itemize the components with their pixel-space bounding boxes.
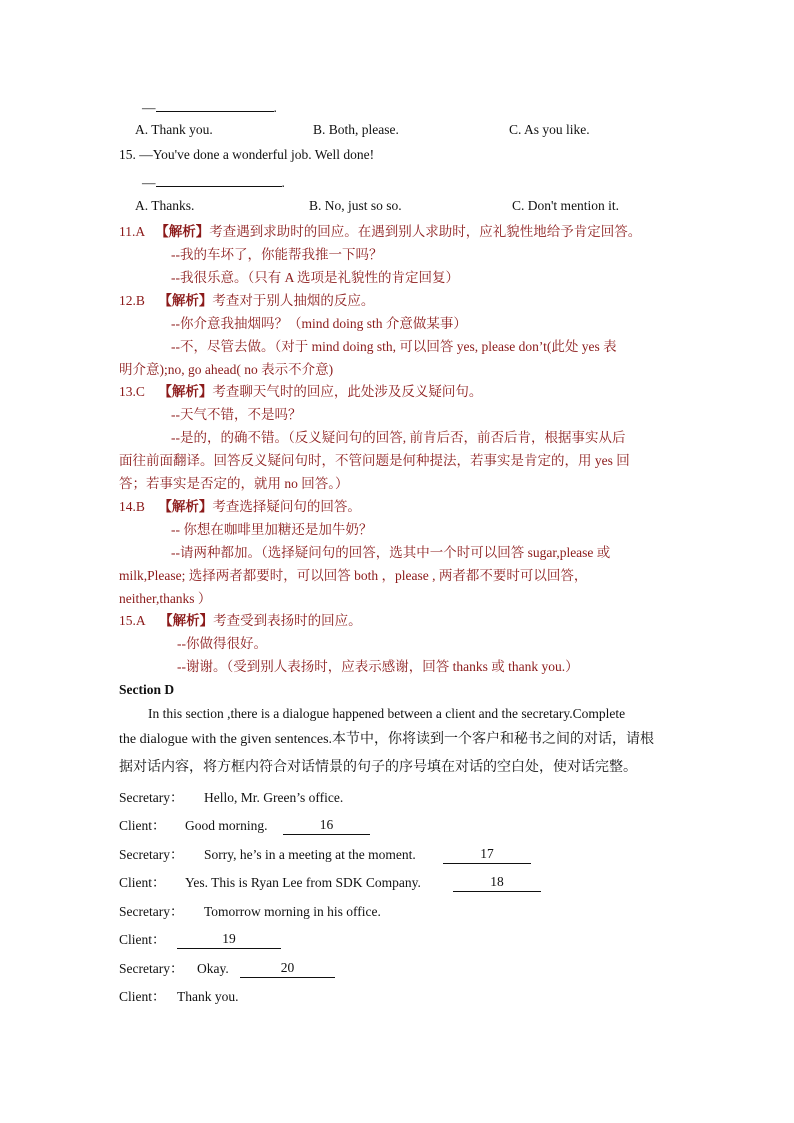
dialogue-line-1 (119, 788, 344, 808)
period: . (281, 175, 285, 190)
analysis-text: 考查聊天气时的回应，此处涉及反义疑问句。 (212, 384, 483, 399)
answer-13-line-4: 答；若事实是否定的，就用 no 回答。） (119, 476, 349, 491)
section-intro-line-3: 据对话内容，将方框内符合对话情景的句子的序号填在对话的空白处，使对话完整。 (119, 760, 637, 775)
dialogue-text: Sorry, he’s in a meeting at the moment. (204, 847, 416, 862)
dialogue-text: Hello, Mr. Green’s office. (204, 790, 344, 805)
speaker-label: Secretary： (119, 961, 184, 976)
dialogue-text: Yes. This is Ryan Lee from SDK Company. (185, 875, 421, 890)
answer-13-line-1: --天气不错，不是吗？ (171, 407, 302, 422)
dialogue-line-7 (119, 959, 295, 979)
answer-11-line-2: --我很乐意。（只有 A 选项是礼貌性的肯定回复） (171, 270, 459, 285)
dialogue-text: Okay. (197, 961, 229, 976)
answer-11-line-1: --我的车坏了，你能帮我推一下吗？ (171, 247, 383, 262)
dialogue-line-5 (119, 902, 381, 922)
answer-number: 12.B (119, 293, 145, 308)
section-intro-line-1: In this section ,there is a dialogue happened between a client and the secretary.Complete (148, 706, 626, 721)
analysis-tag: 【解析】 (158, 499, 213, 514)
analysis-text: 考查选择疑问句的回答。 (212, 499, 361, 514)
speaker-label: Secretary： (119, 790, 184, 805)
analysis-text: 考查对于别人抽烟的反应。 (212, 293, 375, 308)
answer-15-line-1: --你做得很好。 (177, 636, 267, 651)
answer-12-line-2: --不，尽管去做。（对于 mind doing sth, 可以回答 yes, please don’t(此处 yes 表 (171, 339, 617, 354)
speaker-label: Client： (119, 989, 166, 1004)
section-intro-line-2: the dialogue with the given sentences.本节中，你将读到一个客户和秘书之间的对话，请根 (119, 732, 655, 747)
speaker-label: Secretary： (119, 847, 184, 862)
answer-11-heading (119, 222, 641, 242)
analysis-text: 考查遇到求助时的回应。在遇到别人求助时，应礼貌性地给予肯定回答。 (209, 224, 642, 239)
answer-blank-16[interactable]: 16 (283, 816, 370, 835)
answer-14-line-3: milk,Please; 选择两者都要时，可以回答 both ，please , 两者都不要时可以回答， (119, 568, 588, 583)
dash: — (142, 100, 156, 115)
dialogue-line-6 (119, 930, 236, 950)
analysis-text: 考查受到表扬时的回应。 (213, 613, 362, 628)
analysis-tag: 【解析】 (158, 384, 213, 399)
speaker-label: Client： (119, 932, 166, 947)
option-c: C. Don't mention it. (512, 198, 620, 213)
q15-answer-line (142, 172, 285, 193)
option-b: B. No, just so so. (309, 198, 402, 213)
analysis-tag: 【解析】 (155, 224, 210, 239)
answer-15-line-2: --谢谢。（受到别人表扬时，应表示感谢，回答 thanks 或 thank you.） (177, 659, 579, 674)
answer-14-heading (119, 497, 361, 517)
option-c: C. As you like. (509, 122, 590, 137)
answer-13-heading (119, 382, 482, 402)
answer-15-heading (119, 611, 362, 631)
answer-blank-20[interactable]: 20 (240, 959, 335, 978)
q14-answer-line (142, 97, 277, 118)
option-a: A. Thank you. (135, 122, 213, 137)
answer-number: 13.C (119, 384, 145, 399)
answer-14-line-2: --请两种都加。（选择疑问句的回答，选其中一个时可以回答 sugar,please 或 (171, 545, 611, 560)
answer-12-line-1: --你介意我抽烟吗？（mind doing sth 介意做某事） (171, 316, 467, 331)
answer-14-line-4: neither,thanks ） (119, 591, 212, 606)
period: . (273, 100, 277, 115)
answer-number: 15.A (119, 613, 146, 628)
analysis-tag: 【解析】 (159, 613, 214, 628)
dialogue-line-3 (119, 845, 494, 865)
dialogue-text: Thank you. (177, 989, 239, 1004)
speaker-label: Secretary： (119, 904, 184, 919)
dialogue-line-2 (119, 816, 334, 836)
speaker-label: Client： (119, 818, 166, 833)
answer-number: 14.B (119, 499, 145, 514)
answer-14-line-1: -- 你想在咖啡里加糖还是加牛奶？ (171, 522, 373, 537)
section-title: Section D (119, 682, 175, 697)
answer-blank[interactable] (156, 97, 274, 112)
answer-12-line-3: 明介意);no, go ahead( no 表示不介意) (119, 362, 334, 377)
dialogue-text: Good morning. (185, 818, 268, 833)
answer-13-line-3: 面往前面翻译。回答反义疑问句时，不管问题是何种提法，若事实是肯定的，用 yes 回 (119, 453, 630, 468)
answer-12-heading (119, 291, 374, 311)
analysis-tag: 【解析】 (158, 293, 213, 308)
dash: — (142, 175, 156, 190)
dialogue-line-8 (119, 987, 239, 1007)
dialogue-text: Tomorrow morning in his office. (204, 904, 381, 919)
dialogue-line-4 (119, 873, 504, 893)
answer-13-line-2: --是的，的确不错。（反义疑问句的回答, 前肯后否，前否后肯，根据事实从后 (171, 430, 626, 445)
answer-blank-18[interactable]: 18 (453, 873, 541, 892)
speaker-label: Client： (119, 875, 166, 890)
answer-blank-19[interactable]: 19 (177, 930, 281, 949)
option-b: B. Both, please. (313, 122, 399, 137)
answer-number: 11.A (119, 224, 146, 239)
q15-stem: 15. —You've done a wonderful job. Well done! (119, 147, 375, 162)
option-a: A. Thanks. (135, 198, 195, 213)
answer-blank-17[interactable]: 17 (443, 845, 531, 864)
answer-blank[interactable] (156, 172, 282, 187)
